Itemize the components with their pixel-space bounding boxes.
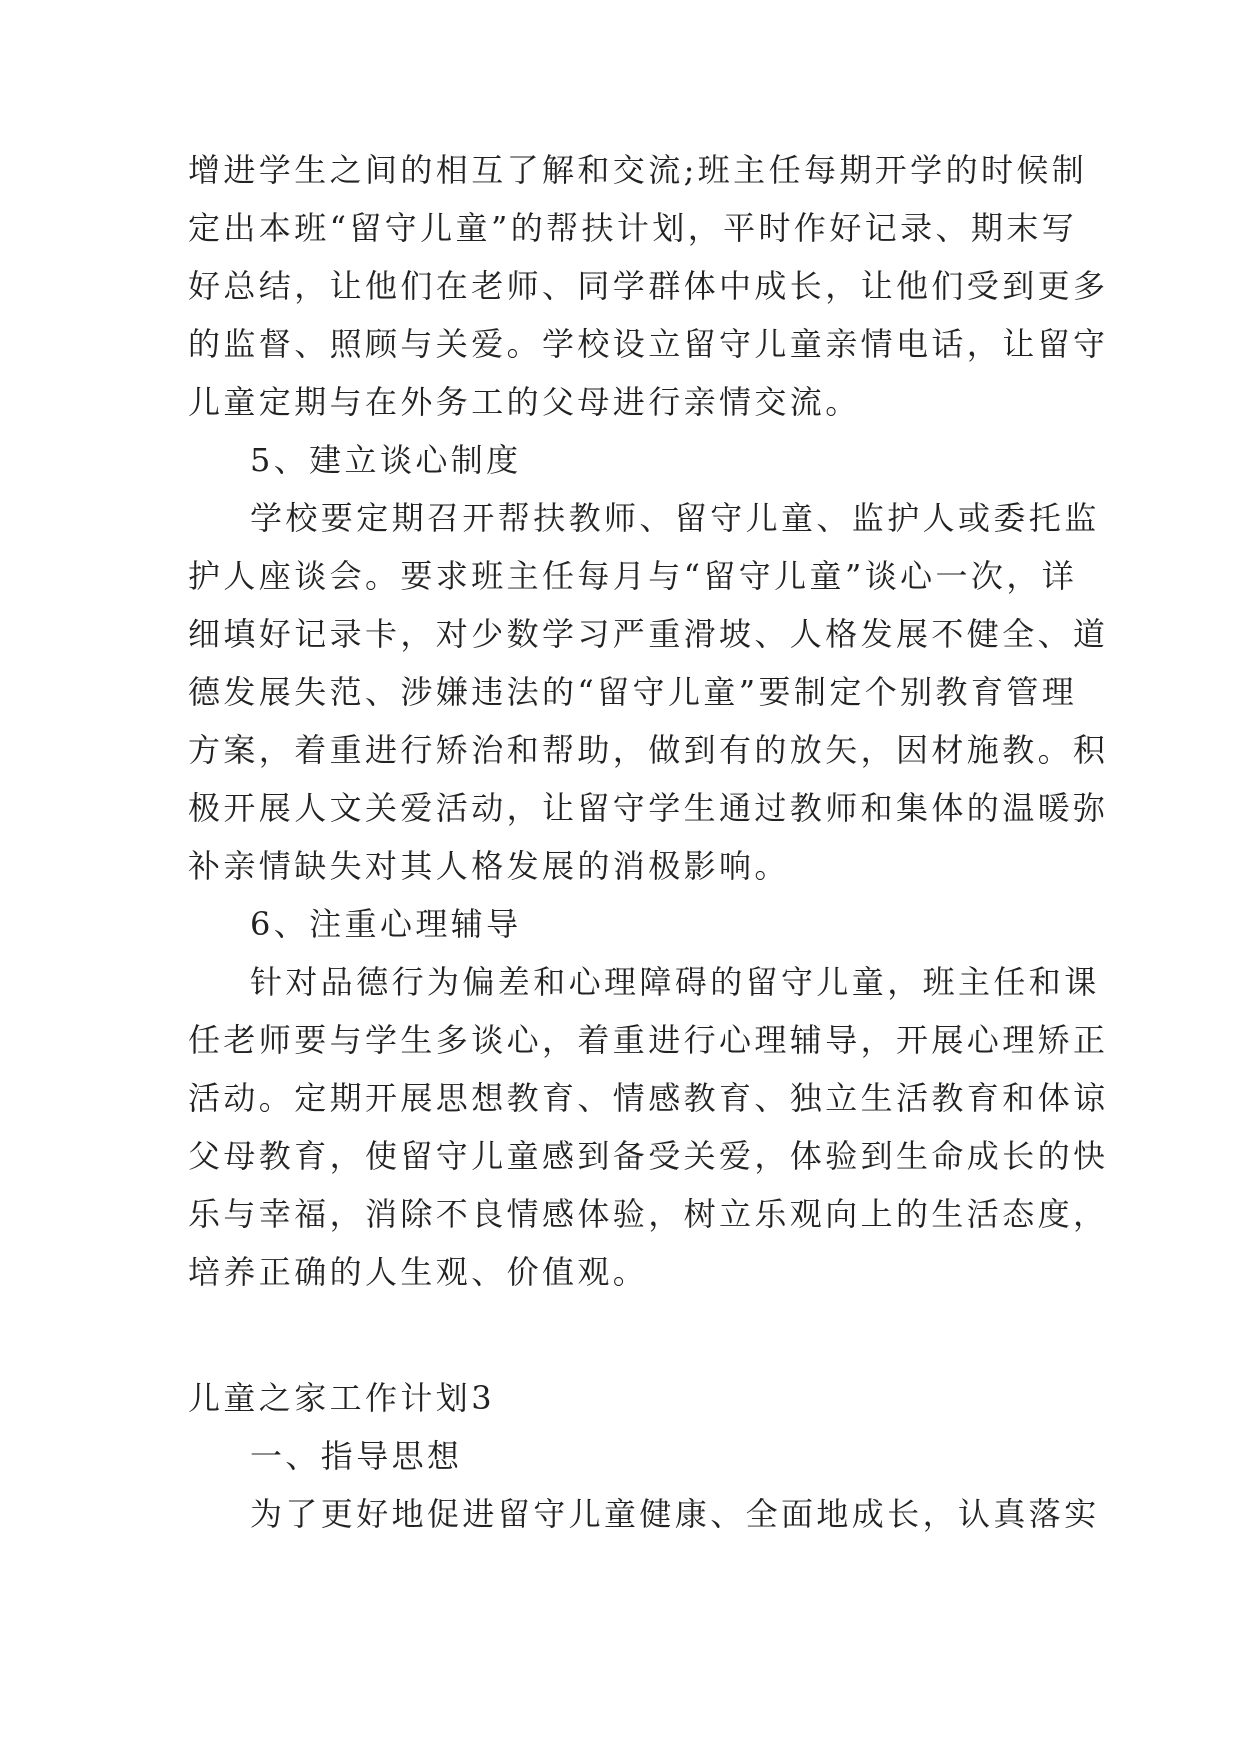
paragraph-line: 活动。定期开展思想教育、情感教育、独立生活教育和体谅 — [188, 1079, 1109, 1117]
document-title: 儿童之家工作计划3 — [188, 1379, 495, 1417]
paragraph-line: 为了更好地促进留守儿童健康、全面地成长，认真落实 — [250, 1495, 1100, 1533]
paragraph-line: 儿童定期与在外务工的父母进行亲情交流。 — [188, 383, 861, 421]
paragraph-line: 护人座谈会。要求班主任每月与“留守儿童”谈心一次，详 — [188, 557, 1078, 595]
section-heading: 6、注重心理辅导 — [250, 905, 522, 943]
paragraph-line: 的监督、照顾与关爱。学校设立留守儿童亲情电话，让留守 — [188, 325, 1109, 363]
paragraph-line: 补亲情缺失对其人格发展的消极影响。 — [188, 847, 790, 885]
section-heading: 5、建立谈心制度 — [250, 441, 522, 479]
paragraph-line: 增进学生之间的相互了解和交流;班主任每期开学的时候制 — [188, 151, 1088, 189]
paragraph-line: 任老师要与学生多谈心，着重进行心理辅导，开展心理矫正 — [188, 1021, 1109, 1059]
paragraph-line: 好总结，让他们在老师、同学群体中成长，让他们受到更多 — [188, 267, 1109, 305]
section-heading: 一、指导思想 — [250, 1437, 463, 1475]
paragraph-line: 极开展人文关爱活动，让留守学生通过教师和集体的温暖弥 — [188, 789, 1109, 827]
paragraph-line: 德发展失范、涉嫌违法的“留守儿童”要制定个别教育管理 — [188, 673, 1078, 711]
paragraph-line: 学校要定期召开帮扶教师、留守儿童、监护人或委托监 — [250, 499, 1100, 537]
paragraph-line: 父母教育，使留守儿童感到备受关爱，体验到生命成长的快 — [188, 1137, 1109, 1175]
paragraph-line: 乐与幸福，消除不良情感体验，树立乐观向上的生活态度， — [188, 1195, 1109, 1233]
paragraph-line: 培养正确的人生观、价值观。 — [188, 1253, 649, 1291]
paragraph-line: 定出本班“留守儿童”的帮扶计划，平时作好记录、期末写 — [188, 209, 1078, 247]
paragraph-line: 针对品德行为偏差和心理障碍的留守儿童，班主任和课 — [250, 963, 1100, 1001]
paragraph-line: 方案，着重进行矫治和帮助，做到有的放矢，因材施教。积 — [188, 731, 1109, 769]
paragraph-line: 细填好记录卡，对少数学习严重滑坡、人格发展不健全、道 — [188, 615, 1109, 653]
